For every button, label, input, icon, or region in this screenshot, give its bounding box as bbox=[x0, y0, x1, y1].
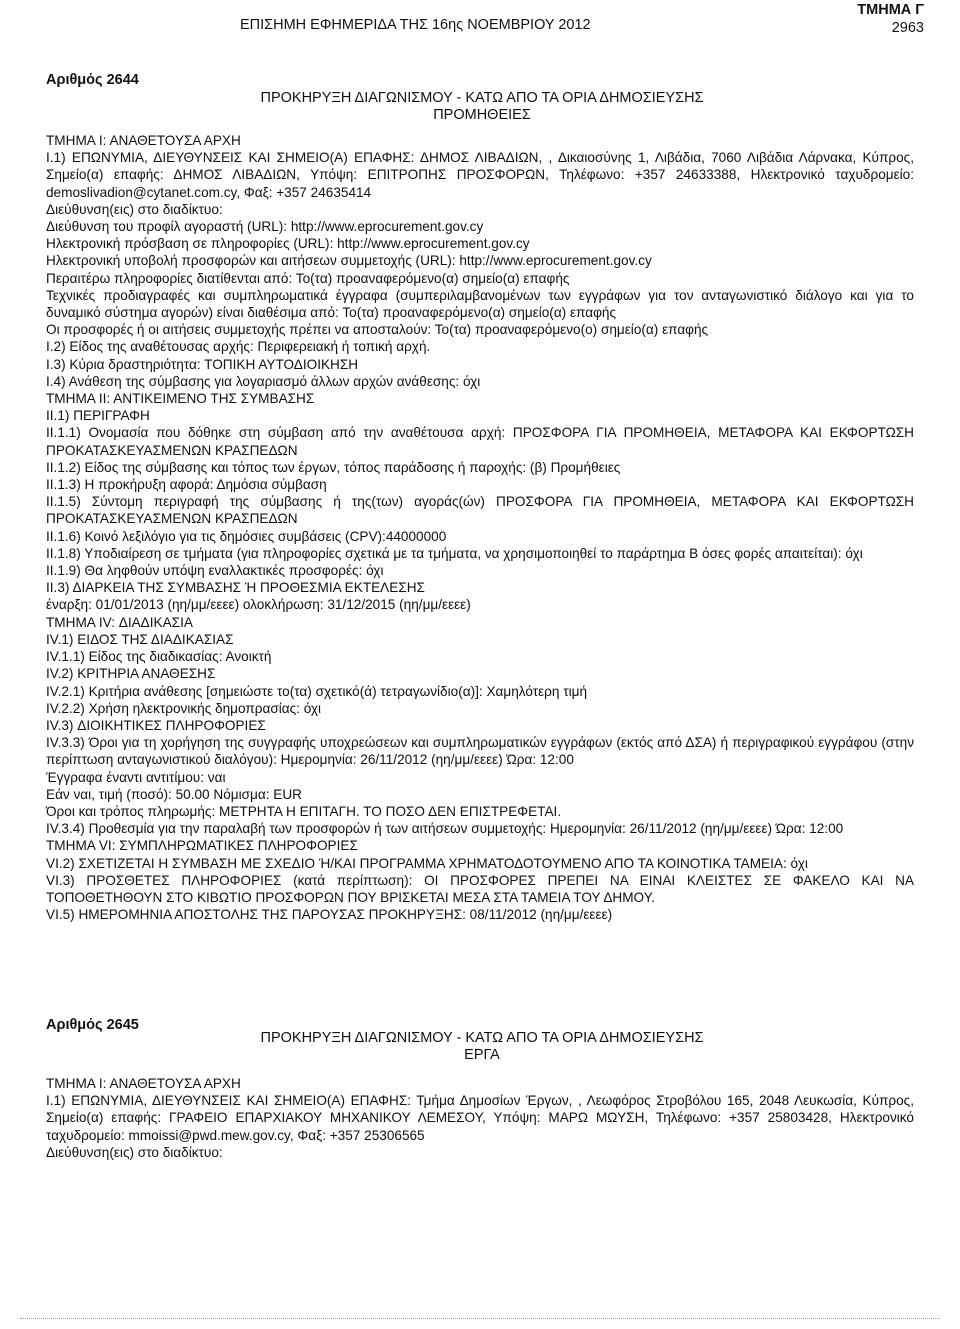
notice-title bbox=[232, 1030, 732, 1064]
body-paragraph: IV.3.4) Προθεσμία για την παραλαβή των προσφορών ή των αιτήσεων συμμετοχής: Ημερομηνία: 26/11/2012 (ηη/μμ/εεεε) Ώρα: 12:00 bbox=[46, 821, 844, 837]
body-paragraph: VI.3) ΠΡΟΣΘΕΤΕΣ ΠΛΗΡΟΦΟΡΙΕΣ (κατά περίπτωση): ΟΙ ΠΡΟΣΦΟΡΕΣ ΠΡΕΠΕΙ ΝΑ ΕΙΝΑΙ ΚΛΕΙΣΤΕΣ ΣΕ ΦΑΚΕΛΟ ΚΑΙ ΝΑ ΤΟΠΟΘΕΤΗΘΟΥΝ ΣΤΟ ΚΙΒΩΤΙΟ ΠΡΟΣΦΟΡΩΝ ΠΟΥ ΒΡΙΣΚΕΤΑΙ ΜΕΣΑ ΣΤΑ ΤΑΜΕΙΑ ΤΟΥ ΔΗΜΟΥ. bbox=[46, 872, 914, 905]
notice-body bbox=[46, 132, 914, 923]
body-paragraph: Ι.1) ΕΠΩΝΥΜΙΑ, ΔΙΕΥΘΥΝΣΕΙΣ ΚΑΙ ΣΗΜΕΙΟ(Α) ΕΠΑΦΗΣ: ΔΗΜΟΣ ΛΙΒΑΔΙΩΝ, , Δικαιοσύνης 1, Λιβάδια, 7060 Λιβάδια Λάρνακα, Κύπρος, Σημείο(α) επαφής: ΔΗΜΟΣ ΛΙΒΑΔΙΩΝ, Υπόψη: ΕΠΙΤΡΟΠΗΣ ΠΡΟΣΦΟΡΩΝ, Τηλέφωνο: +357 24633388, Ηλεκτρονικό ταχυδρομείο: demoslivadion@cytanet.com.cy, Φαξ: +357 24635414 bbox=[46, 150, 914, 200]
body-paragraph: Ι.4) Ανάθεση της σύμβασης για λογαριασμό άλλων αρχών ανάθεσης: όχι bbox=[46, 373, 481, 389]
body-paragraph: Περαιτέρω πληροφορίες διατίθενται από: Το(τα) προαναφερόμενο(α) σημείο(α) επαφής bbox=[46, 270, 570, 286]
body-paragraph: έναρξη: 01/01/2013 (ηη/μμ/εεεε) ολοκλήρωση: 31/12/2015 (ηη/μμ/εεεε) bbox=[46, 597, 471, 613]
body-paragraph: IV.2.2) Χρήση ηλεκτρονικής δημοπρασίας: όχι bbox=[46, 700, 322, 716]
gazette-header: ΕΠΙΣΗΜΗ ΕΦΗΜΕΡΙΔΑ ΤΗΣ 16ης ΝΟΕΜΒΡΙΟΥ 2012 bbox=[240, 17, 591, 33]
body-paragraph: ΙΙ.1.1) Ονομασία που δόθηκε στη σύμβαση από την αναθέτουσα αρχή: ΠΡΟΣΦΟΡΑ ΓΙΑ ΠΡΟΜΗΘΕΙΑ, ΜΕΤΑΦΟΡΑ ΚΑΙ ΕΚΦΟΡΤΩΣΗ ΠΡΟΚΑΤΑΣΚΕΥΑΣΜΕΝΩΝ ΚΡΑΣΠΕΔΩΝ bbox=[46, 425, 914, 458]
body-paragraph: ΙΙ.3) ΔΙΑΡΚΕΙΑ ΤΗΣ ΣΥΜΒΑΣΗΣ Ή ΠΡΟΘΕΣΜΙΑ ΕΚΤΕΛΕΣΗΣ bbox=[46, 580, 425, 596]
body-paragraph: IV.1) ΕΙΔΟΣ ΤΗΣ ΔΙΑΔΙΚΑΣΙΑΣ bbox=[46, 631, 234, 647]
body-paragraph: IV.2) ΚΡΙΤΗΡΙΑ ΑΝΑΘΕΣΗΣ bbox=[46, 666, 216, 682]
body-paragraph: Διεύθυνση(εις) στο διαδίκτυο: bbox=[46, 1144, 223, 1160]
body-paragraph: ΙΙ.1.5) Σύντομη περιγραφή της σύμβασης ή της(των) αγοράς(ών) ΠΡΟΣΦΟΡΑ ΓΙΑ ΠΡΟΜΗΘΕΙΑ, ΜΕΤΑΦΟΡΑ ΚΑΙ ΕΚΦΟΡΤΩΣΗ ΠΡΟΚΑΤΑΣΚΕΥΑΣΜΕΝΩΝ ΚΡΑΣΠΕΔΩΝ bbox=[46, 494, 914, 527]
body-paragraph: ΙΙ.1.8) Υποδιαίρεση σε τμήματα (για πληροφορίες σχετικά με τα τμήματα, να χρησιμοποιηθεί το παράρτημα Β όσες φορές απαιτείται): όχι bbox=[46, 545, 863, 561]
body-paragraph: Ηλεκτρονική πρόσβαση σε πληροφορίες (URL): http://www.eprocurement.gov.cy bbox=[46, 236, 530, 252]
footer-rule bbox=[20, 1318, 940, 1319]
notice-body bbox=[46, 1075, 914, 1161]
body-paragraph: ΤΜΗΜΑ Ι: ΑΝΑΘΕΤΟΥΣΑ ΑΡΧΗ bbox=[46, 133, 241, 148]
body-paragraph: Όροι και τρόπος πληρωμής: ΜΕΤΡΗΤΑ Η ΕΠΙΤΑΓΗ. ΤΟ ΠΟΣΟ ΔΕΝ ΕΠΙΣΤΡΕΦΕΤΑΙ. bbox=[46, 803, 562, 819]
body-paragraph: Διεύθυνση του προφίλ αγοραστή (URL): http://www.eprocurement.gov.cy bbox=[46, 219, 484, 235]
notice-title-line: ΠΡΟΚΗΡΥΞΗ ΔΙΑΓΩΝΙΣΜΟΥ - ΚΑΤΩ ΑΠΟ ΤΑ ΟΡΙΑ ΔΗΜΟΣΙΕΥΣΗΣ bbox=[260, 90, 704, 106]
body-paragraph: ΤΜΗΜΑ VI: ΣΥΜΠΛΗΡΩΜΑΤΙΚΕΣ ΠΛΗΡΟΦΟΡΙΕΣ bbox=[46, 838, 358, 854]
section-label: ΤΜΗΜΑ Γ bbox=[857, 2, 924, 18]
body-paragraph: IV.3) ΔΙΟΙΚΗΤΙΚΕΣ ΠΛΗΡΟΦΟΡΙΕΣ bbox=[46, 717, 266, 733]
body-paragraph: IV.1.1) Είδος της διαδικασίας: Ανοικτή bbox=[46, 649, 272, 665]
body-paragraph: ΙΙ.1.2) Είδος της σύμβασης και τόπος των έργων, τόπος παράδοσης ή παροχής: (β) Προμήθειες bbox=[46, 459, 621, 475]
body-paragraph: Ι.3) Κύρια δραστηριότητα: ΤΟΠΙΚΗ ΑΥΤΟΔΙΟΙΚΗΣΗ bbox=[46, 356, 359, 372]
body-paragraph: Τεχνικές προδιαγραφές και συμπληρωματικά έγγραφα (συμπεριλαμβανομένων των εγγράφων για τον ανταγωνιστικό διάλογο και για το δυναμικό σύστημα αγορών) είναι διαθέσιμα από: Το(τα) προαναφερόμενο(α) σημείο(α) επαφής bbox=[46, 287, 914, 321]
notice-title bbox=[232, 90, 732, 124]
body-paragraph: Εάν ναι, τιμή (ποσό): 50.00 Νόμισμα: EUR bbox=[46, 786, 302, 802]
body-paragraph: IV.2.1) Κριτήρια ανάθεσης [σημειώστε το(τα) σχετικό(ά) τετραγωνίδιο(α)]: Χαμηλότερη τιμή bbox=[46, 683, 588, 699]
body-paragraph: IV.3.3) Όροι για τη χορήγηση της συγγραφής υποχρεώσεων και συμπληρωματικών εγγράφων (εκτός από ΔΣΑ) ή περιγραφικού εγγράφου (στην περίπτωση ανταγωνιστικού διαλόγου): Ημερομηνία: 26/11/2012 (ηη/μμ/εεεε) Ώρα: 12:00 bbox=[46, 735, 914, 768]
notice-number: Αριθμός 2644 bbox=[46, 72, 139, 88]
body-paragraph: Οι προσφορές ή οι αιτήσεις συμμετοχής πρέπει να αποσταλούν: Το(τα) προαναφερόμενο(ο) σημείο(α) επαφής bbox=[46, 322, 709, 338]
notice-number: Αριθμός 2645 bbox=[46, 1017, 139, 1033]
page-number: 2963 bbox=[891, 20, 924, 36]
body-paragraph: ΙΙ.1.3) Η προκήρυξη αφορά: Δημόσια σύμβαση bbox=[46, 477, 327, 493]
body-paragraph: VI.5) ΗΜΕΡΟΜΗΝΙΑ ΑΠΟΣΤΟΛΗΣ ΤΗΣ ΠΑΡΟΥΣΑΣ ΠΡΟΚΗΡΥΞΗΣ: 08/11/2012 (ηη/μμ/εεεε) bbox=[46, 907, 613, 923]
notice-title-line: ΠΡΟΚΗΡΥΞΗ ΔΙΑΓΩΝΙΣΜΟΥ - ΚΑΤΩ ΑΠΟ ΤΑ ΟΡΙΑ ΔΗΜΟΣΙΕΥΣΗΣ bbox=[260, 1030, 704, 1046]
body-paragraph: ΤΜΗΜΑ Ι: ΑΝΑΘΕΤΟΥΣΑ ΑΡΧΗ bbox=[46, 1076, 241, 1091]
body-paragraph: Ηλεκτρονική υποβολή προσφορών και αιτήσεων συμμετοχής (URL): http://www.eprocurement.gov.cy bbox=[46, 253, 652, 269]
body-paragraph: ΙΙ.1) ΠΕΡΙΓΡΑΦΗ bbox=[46, 408, 150, 424]
body-paragraph: Έγγραφα έναντι αντιτίμου: ναι bbox=[46, 769, 226, 785]
body-paragraph: Ι.2) Είδος της αναθέτουσας αρχής: Περιφερειακή ή τοπική αρχή. bbox=[46, 339, 431, 355]
body-paragraph: Ι.1) ΕΠΩΝΥΜΙΑ, ΔΙΕΥΘΥΝΣΕΙΣ ΚΑΙ ΣΗΜΕΙΟ(Α) ΕΠΑΦΗΣ: Τμήμα Δημοσίων Έργων, , Λεωφόρος Στροβόλου 165, 2048 Λευκωσία, Κύπρος, Σημείο(α) επαφής: ΓΡΑΦΕΙΟ ΕΠΑΡΧΙΑΚΟΥ ΜΗΧΑΝΙΚΟΥ ΛΕΜΕΣΟΥ, Υπόψη: ΜΑΡΩ ΜΩΥΣΗ, Τηλέφωνο: +357 25803428, Ηλεκτρονικό ταχυδρομείο: mmoissi@pwd.mew.gov.cy, Φαξ: +357 25306565 bbox=[46, 1093, 914, 1143]
notice-category: ΠΡΟΜΗΘΕΙΕΣ bbox=[433, 107, 531, 123]
body-paragraph: Διεύθυνση(εις) στο διαδίκτυο: bbox=[46, 201, 223, 217]
notice-category: ΕΡΓΑ bbox=[464, 1047, 500, 1063]
body-paragraph: ΤΜΗΜΑ IV: ΔΙΑΔΙΚΑΣΙΑ bbox=[46, 614, 193, 630]
body-paragraph: ΤΜΗΜΑ ΙΙ: ΑΝΤΙΚΕΙΜΕΝΟ ΤΗΣ ΣΥΜΒΑΣΗΣ bbox=[46, 391, 315, 407]
body-paragraph: ΙΙ.1.6) Κοινό λεξιλόγιο για τις δημόσιες συμβάσεις (CPV):44000000 bbox=[46, 528, 447, 544]
body-paragraph: ΙΙ.1.9) Θα ληφθούν υπόψη εναλλακτικές προσφορές: όχι bbox=[46, 563, 384, 579]
body-paragraph: VI.2) ΣΧΕΤΙΖΕΤΑΙ Η ΣΥΜΒΑΣΗ ΜΕ ΣΧΕΔΙΟ Ή/ΚΑΙ ΠΡΟΓΡΑΜΜΑ ΧΡΗΜΑΤΟΔΟΤΟΥΜΕΝΟ ΑΠΟ ΤΑ ΚΟΙΝΟΤΙΚΑ ΤΑΜΕΙΑ: όχι bbox=[46, 855, 808, 871]
